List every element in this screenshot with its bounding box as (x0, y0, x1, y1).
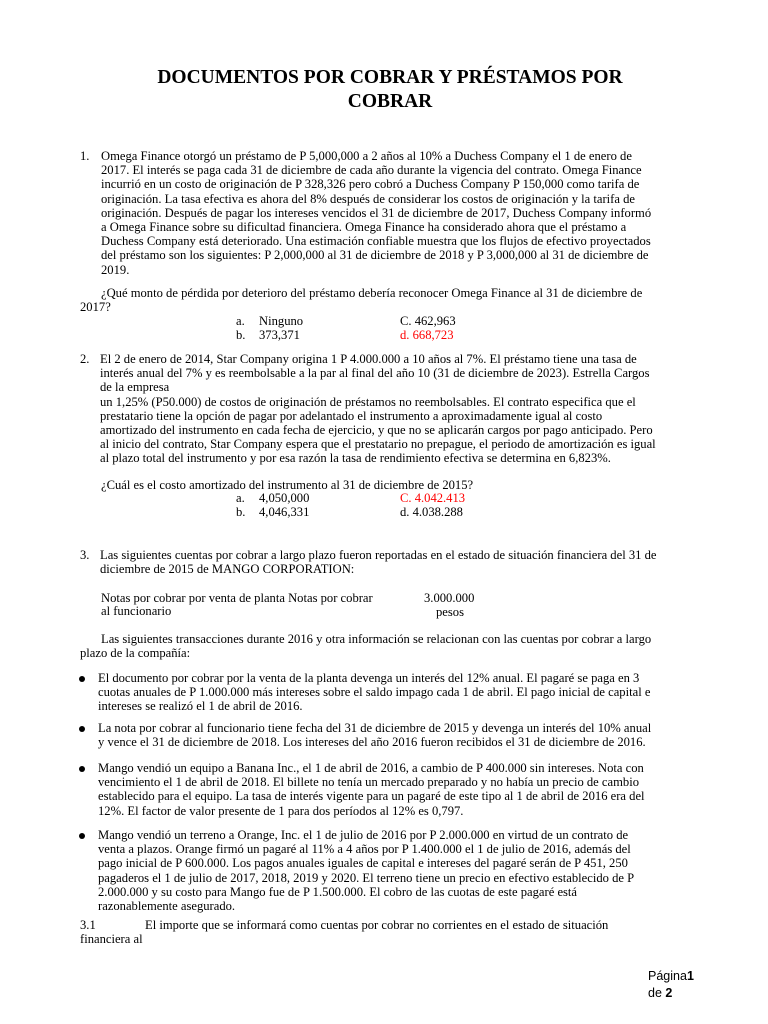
q2-line: de la empresa (100, 380, 170, 395)
q2-text (100, 352, 712, 466)
bullet-line: establecido para el equipo. La tasa de interés vigente para un pagaré de este tipo al 1 de abril de 2016 era del (98, 789, 645, 804)
q3-item-label-cont: al funcionario (101, 604, 172, 618)
bullet-line: razonablemente asegurado. (98, 899, 236, 914)
q3-transactions-intro-cont: plazo de la compañía: (80, 646, 191, 660)
q1-option-a: Ninguno (259, 314, 304, 328)
bullet-line: El documento por cobrar por la venta de la planta devenga un interés del 12% anual. El pagaré se paga en 3 (98, 671, 640, 685)
q2-option-a-label: a. (236, 491, 245, 505)
document-title (90, 66, 690, 114)
q1-option-d-answer: d. 668,723 (400, 328, 454, 342)
q3-item-unit: pesos (436, 605, 464, 619)
q3-bullet-1 (98, 671, 710, 714)
bullet-icon (79, 676, 85, 682)
q2-line: al plazo total del instrumento y por esa razón la tasa de rendimiento efectiva se determina en 6,823%. (100, 451, 611, 466)
bullet-icon (79, 833, 85, 839)
q2-option-b: 4,046,331 (259, 505, 310, 519)
q3-intro-cont: diciembre de 2015 de MANGO CORPORATION: (100, 562, 355, 576)
q2-option-d: d. 4.038.288 (400, 505, 463, 519)
q1-option-c: C. 462,963 (400, 314, 456, 328)
q3-transactions-intro: Las siguientes transacciones durante 2016 y otra información se relacionan con las cuentas por cobrar a largo (101, 632, 652, 646)
bullet-line: pago inicial de P 600.000. Los pagos anuales iguales de capital e intereses del pagaré serán de P 451, 250 (98, 856, 628, 871)
q2-option-a: 4,050,000 (259, 491, 310, 505)
q3-1-number: 3.1 (80, 918, 96, 932)
q2-line: al inicio del contrato, Star Company espera que el prestatario no prepague, el periodo de amortización es igual (100, 437, 656, 452)
q1-number: 1. (80, 149, 90, 163)
title-line-2: COBRAR (347, 91, 433, 112)
page-label: Página (648, 969, 687, 983)
q2-option-c-answer: C. 4.042.413 (400, 491, 466, 505)
bullet-line: pagaderos el 1 de julio de 2017, 2018, 2019 y 2020. El terreno tiene un precio en efectivo establecido de P (98, 870, 635, 885)
bullet-line: La nota por cobrar al funcionario tiene fecha del 31 de diciembre de 2015 y devenga un interés del 10% anual (98, 721, 652, 735)
q3-number: 3. (80, 548, 90, 562)
bullet-icon (79, 726, 85, 732)
q1-line: Omega Finance otorgó un préstamo de P 5,000,000 a 2 años al 10% a Duchess Company el 1 de enero de (101, 149, 632, 163)
page-of-label: de (648, 986, 662, 1000)
q1-line: Duchess Company está deteriorado. Una estimación confiable muestra que los flujos de efectivo proyectados (101, 234, 651, 249)
q3-bullet-4 (98, 828, 710, 913)
q2-question: ¿Cuál es el costo amortizado del instrumento al 31 de diciembre de 2015? (101, 478, 474, 492)
bullet-line: cuotas anuales de P 1.000.000 más intereses sobre el saldo impago cada 1 de abril. El pago inicial de capital e (98, 685, 651, 700)
q2-line: un 1,25% (P50.000) de costos de originación de préstamos no reembolsables. El contrato especifica que el (100, 394, 636, 409)
q1-line: incurrió en un costo de originación de P 328,326 pero cobró a Duchess Company P 150,000 como tarifa de (101, 177, 640, 192)
q2-line: El 2 de enero de 2014, Star Company origina 1 P 4.000.000 a 10 años al 7%. El préstamo tiene una tasa de (100, 352, 637, 366)
q3-item-amount: 3.000.000 (424, 591, 475, 605)
q3-bullet-3 (98, 761, 710, 818)
bullet-line: Mango vendió un terreno a Orange, Inc. el 1 de julio de 2016 por P 2.000.000 en virtud de un contrato de (98, 828, 629, 842)
q3-item-label: Notas por cobrar por venta de planta Notas por cobrar (101, 591, 373, 605)
q1-text (101, 149, 712, 277)
bullet-line: 12%. El factor de valor presente de 1 para dos períodos al 12% es 0,797. (98, 803, 464, 818)
q2-line: interés anual del 7% y es reembolsable a la par al final del año 10 (31 de diciembre de 2023). Estrella Cargos (100, 366, 650, 381)
q2-line: amortizado del instrumento en cada fecha de ejercicio, y que no se aplicarán cargos por pago anticipado. Pero (100, 423, 653, 438)
q2-number: 2. (80, 352, 90, 366)
bullet-line: intereses se realizó el 1 de abril de 2016. (98, 699, 303, 714)
q1-line: del préstamo son los siguientes: P 2,000,000 al 31 de diciembre de 2018 y P 3,000,000 al 31 de diciembre de (101, 248, 649, 263)
bullet-icon (79, 766, 85, 772)
q1-option-b-label: b. (236, 328, 246, 342)
q2-line: prestatario tiene la opción de pagar por adelantado el instrumento a aproximadamente igual al costo (100, 408, 603, 423)
page-current: 1 (686, 969, 694, 983)
q1-line: originación. La tasa efectiva es ahora del 8% después de considerar los costos de originación y la tarifa de (101, 191, 635, 206)
q1-option-b: 373,371 (259, 328, 300, 342)
page-number (648, 968, 694, 1002)
q1-line: 2019. (101, 262, 130, 277)
q1-question: ¿Qué monto de pérdida por deterioro del préstamo debería reconocer Omega Finance al 31 de diciembre de (101, 286, 643, 300)
q1-question-cont: 2017? (80, 300, 111, 314)
q1-line: originación. Después de pagar los intereses vencidos el 31 de diciembre de 2017, Duchess Company informó (101, 205, 652, 220)
bullet-line: 2.000.000 y su costo para Mango fue de P 1.500.000. El cobro de las cuotas de este pagaré está (98, 884, 578, 899)
page-total: 2 (665, 986, 673, 1000)
q1-line: a Omega Finance sobre su dificultad financiera. Omega Finance ha considerado ahora que el préstamo a (101, 220, 627, 235)
bullet-line: vencimiento el 1 de abril de 2018. El billete no tenía un mercado preparado y no había un precio de cambio (98, 775, 639, 790)
bullet-line: y vence el 31 de diciembre de 2018. Los intereses del año 2016 fueron recibidos el 31 de diciembre de 2016. (98, 735, 646, 750)
q1-option-a-label: a. (236, 314, 245, 328)
q3-intro: Las siguientes cuentas por cobrar a largo plazo fueron reportadas en el estado de situación financiera del 31 de (100, 548, 657, 562)
bullet-line: Mango vendió un equipo a Banana Inc., el 1 de abril de 2016, a cambio de P 400.000 sin intereses. Nota con (98, 761, 644, 775)
q2-option-b-label: b. (236, 505, 246, 519)
q1-line: 2017. El interés se paga cada 31 de diciembre de cada año durante la vigencia del contrato. Omega Finance (101, 163, 642, 178)
q3-1-text: El importe que se informará como cuentas por cobrar no corrientes en el estado de situación (145, 918, 609, 932)
title-line-1: DOCUMENTOS POR COBRAR Y PRÉSTAMOS POR (157, 67, 623, 88)
q3-bullet-2 (98, 721, 710, 749)
bullet-line: venta a plazos. Orange firmó un pagaré al 11% a 4 años por P 1.400.000 el 1 de julio de 2016, además del (98, 842, 631, 857)
q3-1-text-cont: financiera al (80, 932, 143, 946)
